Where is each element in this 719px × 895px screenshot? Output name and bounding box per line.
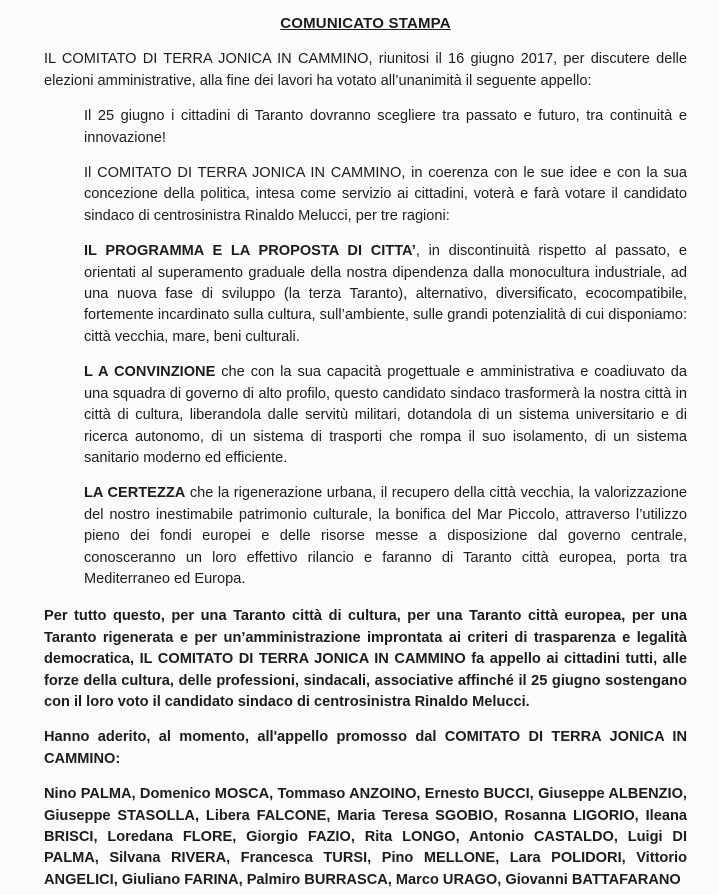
appeal-block bbox=[84, 106, 687, 590]
reason-convinzione bbox=[84, 362, 687, 469]
appeal-paragraph-1: Il 25 giugno i cittadini di Taranto dovranno scegliere tra passato e futuro, tra continuità e innovazione! bbox=[84, 108, 687, 146]
reason-certezza-text: che la rigenerazione urbana, il recupero della città vecchia, la valorizzazione del nostro inestimabile patrimonio culturale, la bonifica del Mar Piccolo, attraverso l’utilizzo pieno dei fondi europei e delle risorse messe a disposizione dal governo centrale, conosceranno un loro effettivo rilancio e faranno di Taranto città europea, porta tra Mediterraneo ed Europa. bbox=[84, 485, 688, 587]
reason-certezza bbox=[84, 483, 687, 590]
reason-convinzione-heading: L A CONVINZIONE bbox=[84, 364, 216, 381]
reason-certezza-heading: LA CERTEZZA bbox=[84, 485, 186, 502]
adhesion-intro: Hanno aderito, al momento, all'appello promosso dal COMITATO DI TERRA JONICA IN CAMMINO: bbox=[44, 729, 687, 767]
reason-programma bbox=[84, 241, 687, 348]
reason-programma-text: , in discontinuità rispetto al passato, e orientati al superamento graduale della nostra dipendenza dalla monocultura industriale, ad una nuova fase di sviluppo (la terza Taranto), alternativo, diversificato, ecocompatibile, fortemente incardinato sulla cultura, sull’ambiente, sulle grandi potenzialità di cui disponiamo: città vecchia, mare, beni culturali. bbox=[84, 243, 687, 345]
reason-programma-heading: IL PROGRAMMA E LA PROPOSTA DI CITTA’ bbox=[84, 243, 416, 260]
closing-appeal: Per tutto questo, per una Taranto città di cultura, per una Taranto città europea, per una Taranto rigenerata e per un’amministrazione improntata ai criteri di trasparenza e legalità democratica, IL COMITATO DI TERRA JONICA IN CAMMINO fa appello ai cittadini tutti, alle forze della cultura, delle professioni, sindacali, associative affinché il 25 giugno sostengano con il loro voto il candidato sindaco di centrosinistra Rinaldo Melucci. bbox=[44, 608, 687, 710]
reason-convinzione-text: che con la sua capacità progettuale e amministrativa e coadiuvato da una squadra di governo di alto profilo, questo candidato sindaco trasformerà la nostra città in città di cultura, liberandola dalle servitù militari, dotandola di un sistema universitario e di ricerca autonomo, di un sistema di trasporti che rompa il suo isolamento, di un sistema sanitario moderno ed efficiente. bbox=[84, 364, 687, 466]
page-title: COMUNICATO STAMPA bbox=[280, 15, 451, 32]
signatories-list: Nino PALMA, Domenico MOSCA, Tommaso ANZOINO, Ernesto BUCCI, Giuseppe ALBENZIO, Giuseppe STASOLLA, Libera FALCONE, Maria Teresa SGOBIO, Rosanna LIGORIO, Ileana BRISCI, Loredana FLORE, Giorgio FAZIO, Rita LONGO, Antonio CASTALDO, Luigi DI PALMA, Silvana RIVERA, Francesca TURSI, Pino MELLONE, Lara POLIDORI, Vittorio ANGELICI, Giuliano FARINA, Palmiro BURRASCA, Marco URAGO, Giovanni BATTAFARANO bbox=[44, 786, 687, 888]
appeal-paragraph-2: Il COMITATO DI TERRA JONICA IN CAMMINO, in coerenza con le sue idee e con la sua concezione della politica, intesa come servizio ai cittadini, voterà e farà votare il candidato sindaco di centrosinistra Rinaldo Melucci, per tre ragioni: bbox=[84, 165, 687, 224]
intro-paragraph: IL COMITATO DI TERRA JONICA IN CAMMINO, riunitosi il 16 giugno 2017, per discutere delle elezioni amministrative, alla fine dei lavori ha votato all’unanimità il seguente appello: bbox=[44, 51, 687, 89]
